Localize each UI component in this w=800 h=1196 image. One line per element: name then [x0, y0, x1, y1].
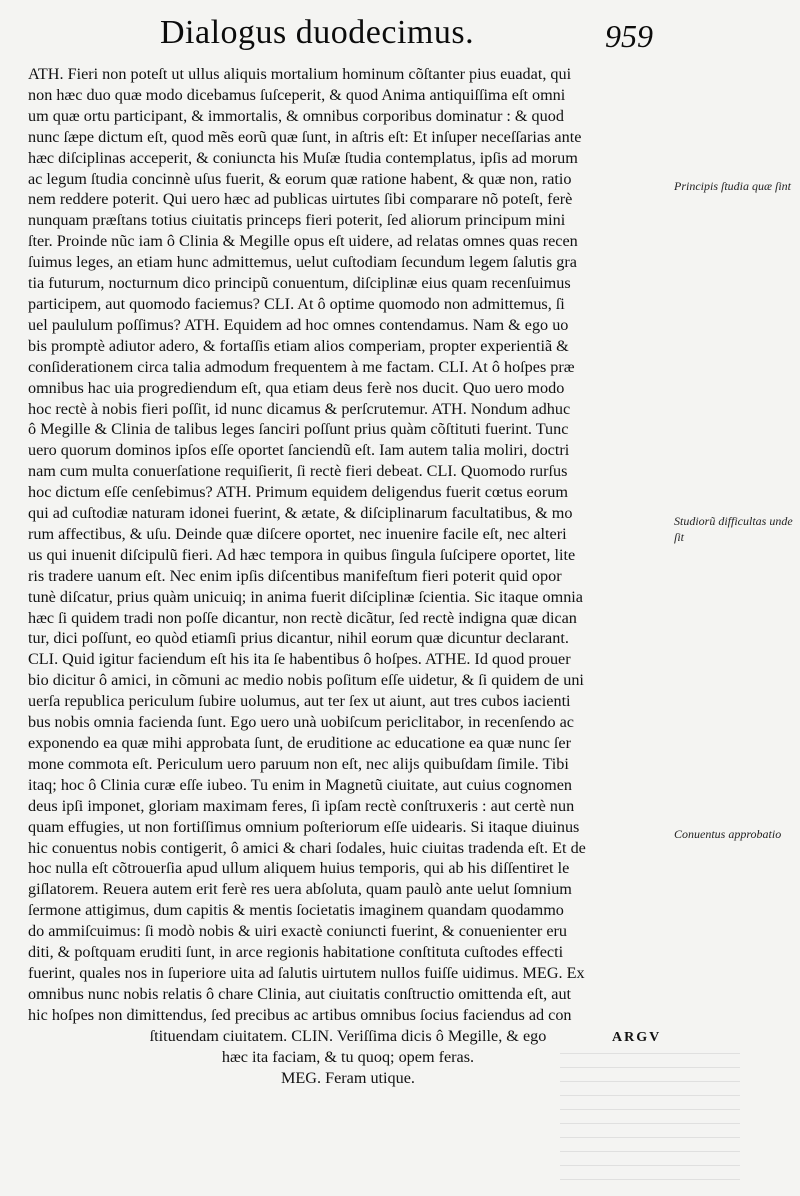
text-line: do ammiſcuimus: ſi modò nobis & uiri exactè coniuncti fuerint, & conuenienter eru: [28, 922, 568, 941]
margin-note-conuentus: Conuentus approbatio: [674, 827, 782, 841]
text-line: ſtituendam ciuitatem. CLIN. Veriſſima dicis ô Megille, & ego: [149, 1026, 547, 1045]
text-line: um quæ ortu participant, & immortalis, & omnibus corporibus dominatur : & quod: [28, 106, 564, 125]
text-line: ſter. Proinde nũc iam ô Clinia & Megille opus eſt uidere, ad relatas omnes quas recen: [28, 232, 578, 251]
bleed-through-shadow: [560, 1040, 740, 1180]
text-line: hoc nulla eſt cõtrouerſia apud ullum aliquem huius temporis, qui ab his diſſentiret le: [28, 859, 570, 878]
running-title: Dialogus duodecimus.: [160, 14, 475, 51]
text-line: ô Megille & Clinia de talibus leges ſanciri poſſunt prius quàm cõſtituti fuerint. Tunc: [28, 420, 569, 439]
text-line: hic hoſpes non dimittendus, ſed precibus ac artibus omnibus ſocius faciendus ad con: [28, 1005, 572, 1024]
text-line: hoc dictum eſſe cenſebimus? ATH. Primum equidem deligendus fuerit cœtus eorum: [28, 483, 568, 502]
text-line: giſlatorem. Reuera autem erit ferè res uera abſoluta, quam paulò ante uelut ſomnium: [28, 880, 572, 899]
text-line: nem reddere poterit. Qui uero hæc ad publicas uirtutes ſibi comparare nõ poteſt, ferè: [28, 190, 573, 209]
text-line: exponendo ea quæ mihi approbata ſunt, de eruditione ac educatione ea quæ nunc ſer: [28, 734, 571, 752]
text-line: itaq; hoc ô Clinia curæ eſſe iubeo. Tu enim in Magnetũ ciuitate, aut cuius cognomen: [28, 775, 572, 794]
text-line: MEG. Feram utique.: [281, 1068, 415, 1087]
text-line: ac legum ſtudia concinnè uſus fuerit, & eorum quæ ratione habent, & quæ non, ratio: [28, 169, 572, 188]
text-line: hæc ſi quidem tradi non poſſe dicantur, non rectè dicãtur, ſed rectè indigna quæ dican: [28, 608, 577, 627]
text-line: nunquam præſtans totius ciuitatis princeps fieri poterit, ſed aliorum principum mini: [28, 211, 566, 230]
text-line: omnibus nunc nobis relatis ô chare Clinia, aut ciuitatis conſtructio omittenda eſt, aut: [28, 984, 572, 1003]
text-line: ris tradere uanum eſt. Nec enim ipſis diſcentibus manifeſtum fieri poterit quid opor: [28, 566, 562, 585]
text-line: hic conuentus nobis contigerit, ô amici & chari ſodales, huic ciuitas tradenda eſt. Et de: [28, 838, 586, 857]
text-line: non hæc duo quæ modo dicebamus ſuſceperit, & quod Anima antiquiſſima eſt omni: [28, 85, 566, 104]
text-line: deus ipſi imponet, gloriam maximam feres, ſi ipſam rectè conſtruxeris : aut certè nun: [28, 796, 575, 815]
text-line: mone commota eſt. Periculum uero paruum non eſt, nec alijs quibuſdam ſimile. Tibi: [28, 754, 569, 773]
margin-note-principis: Principis ſtudia quæ ſint: [674, 179, 792, 193]
text-line: diti, & poſtquam eruditi ſunt, in arce regionis habitatione conſtituta cuſtodes effecti: [28, 943, 564, 962]
text-line: bis promptè adiutor adero, & fortaſſis etiam alios comperiam, propter experientiã &: [28, 336, 569, 355]
text-line: ATH. Fieri non poteſt ut ullus aliquis mortalium hominum cõſtanter pius euadat, qui: [28, 65, 572, 83]
text-line: hæc diſciplinas acceperit, & coniuncta his Muſæ ſtudia contemplatus, ipſis ad morum: [28, 148, 578, 167]
text-line: tunè diſcatur, prius quàm unicuiq; in anima fuerit diſciplinæ ſcientia. Sic itaque omnia: [28, 587, 583, 606]
text-line: fuerint, quales nos in ſuperiore uita ad ſalutis uirtutem nullos fuiſſe uidimus. MEG. Ex: [28, 963, 585, 982]
text-line: quam effugies, ut non fortiſſimus omnium poſteriorum eſſe uidearis. Si itaque diuinus: [28, 817, 580, 836]
text-line: participem, aut quomodo faciemus? CLI. At ô optime quomodo non admittemus, ſi: [28, 294, 565, 313]
text-line: ſermone attigimus, dum capitis & mentis ſocietatis imaginem quandam quodammo: [28, 901, 564, 920]
text-line: bus nobis omnia facienda ſunt. Ego uero unà uobiſcum periclitabor, in recenſendo ac: [28, 713, 574, 732]
body-text: [28, 64, 668, 1088]
text-line: uel paululum poſſimus? ATH. Equidem ad hoc omnes contendamus. Nam & ego uo: [28, 315, 569, 334]
page-number: 959: [605, 18, 653, 54]
text-line: qui ad cuſtodiæ naturam idonei fuerint, & ætate, & diſciplinarum facultatibus, & mo: [28, 504, 573, 523]
text-line: rum affectibus, & uſu. Deinde quæ diſcere oportet, nec inuenire facile eſt, nec alteri: [28, 524, 567, 543]
text-line: nunc ſæpe dictum eſt, quod mẽs eorũ quæ ſunt, in aſtris eſt: Et inſuper neceſſarias ante: [28, 127, 582, 146]
text-line: omnibus hac uia progrediendum eſt, qua etiam deus ferè nos ducit. Quo uero modo: [28, 378, 565, 397]
text-line: bio dicitur ô amici, in cõmuni ac medio nobis poſitum eſſe uidetur, & ſi quidem de uni: [28, 671, 584, 690]
text-line: tur, dici poſſunt, eo quòd etiamſi prius dicantur, nihil eorum quæ dicuntur declarant.: [28, 629, 569, 648]
text-line: hæc ita faciam, & tu quoq; opem feras.: [221, 1047, 475, 1066]
text-line: hoc rectè à nobis fieri poſſit, id nunc dicamus & perſcrutemur. ATH. Nondum adhuc: [28, 399, 571, 418]
text-line: tia futurum, nocturnum dico principũ conuentum, diſciplinæ eius quam recenſuimus: [28, 274, 571, 293]
text-line: ſuimus leges, an etiam hunc admittemus, uelut cuſtodiam ſecundum legem ſalutis gra: [28, 253, 577, 272]
text-line: us qui inuenit diſcipulũ fieri. Ad hæc tempora in quibus ſingula ſuſcipere oportet, lite: [28, 545, 576, 564]
text-line: nam cum multa conuerſatione requiſierit, ſi rectè fieri debeat. CLI. Quomodo rurſus: [28, 462, 568, 481]
text-line: uerſa republica periculum ſubire uolumus, aut ter ſex ut aiunt, aut tres cubos iacienti: [28, 692, 571, 711]
catchword: ARGV: [612, 1030, 662, 1045]
text-line: uero quorum dominos ipſos eſſe oportet ſanciendũ eſt. Iam autem talia moliri, doctri: [28, 441, 570, 460]
margin-note-studiorum: Studiorũ difficultas unde ſit: [674, 514, 793, 544]
text-line: conſiderationem circa talia admodum frequentem à me factam. CLI. At ô hoſpes præ: [28, 357, 575, 376]
text-line: CLI. Quid igitur faciendum eſt his ita ſe habentibus ô hoſpes. ATHE. Id quod prouer: [28, 650, 571, 669]
